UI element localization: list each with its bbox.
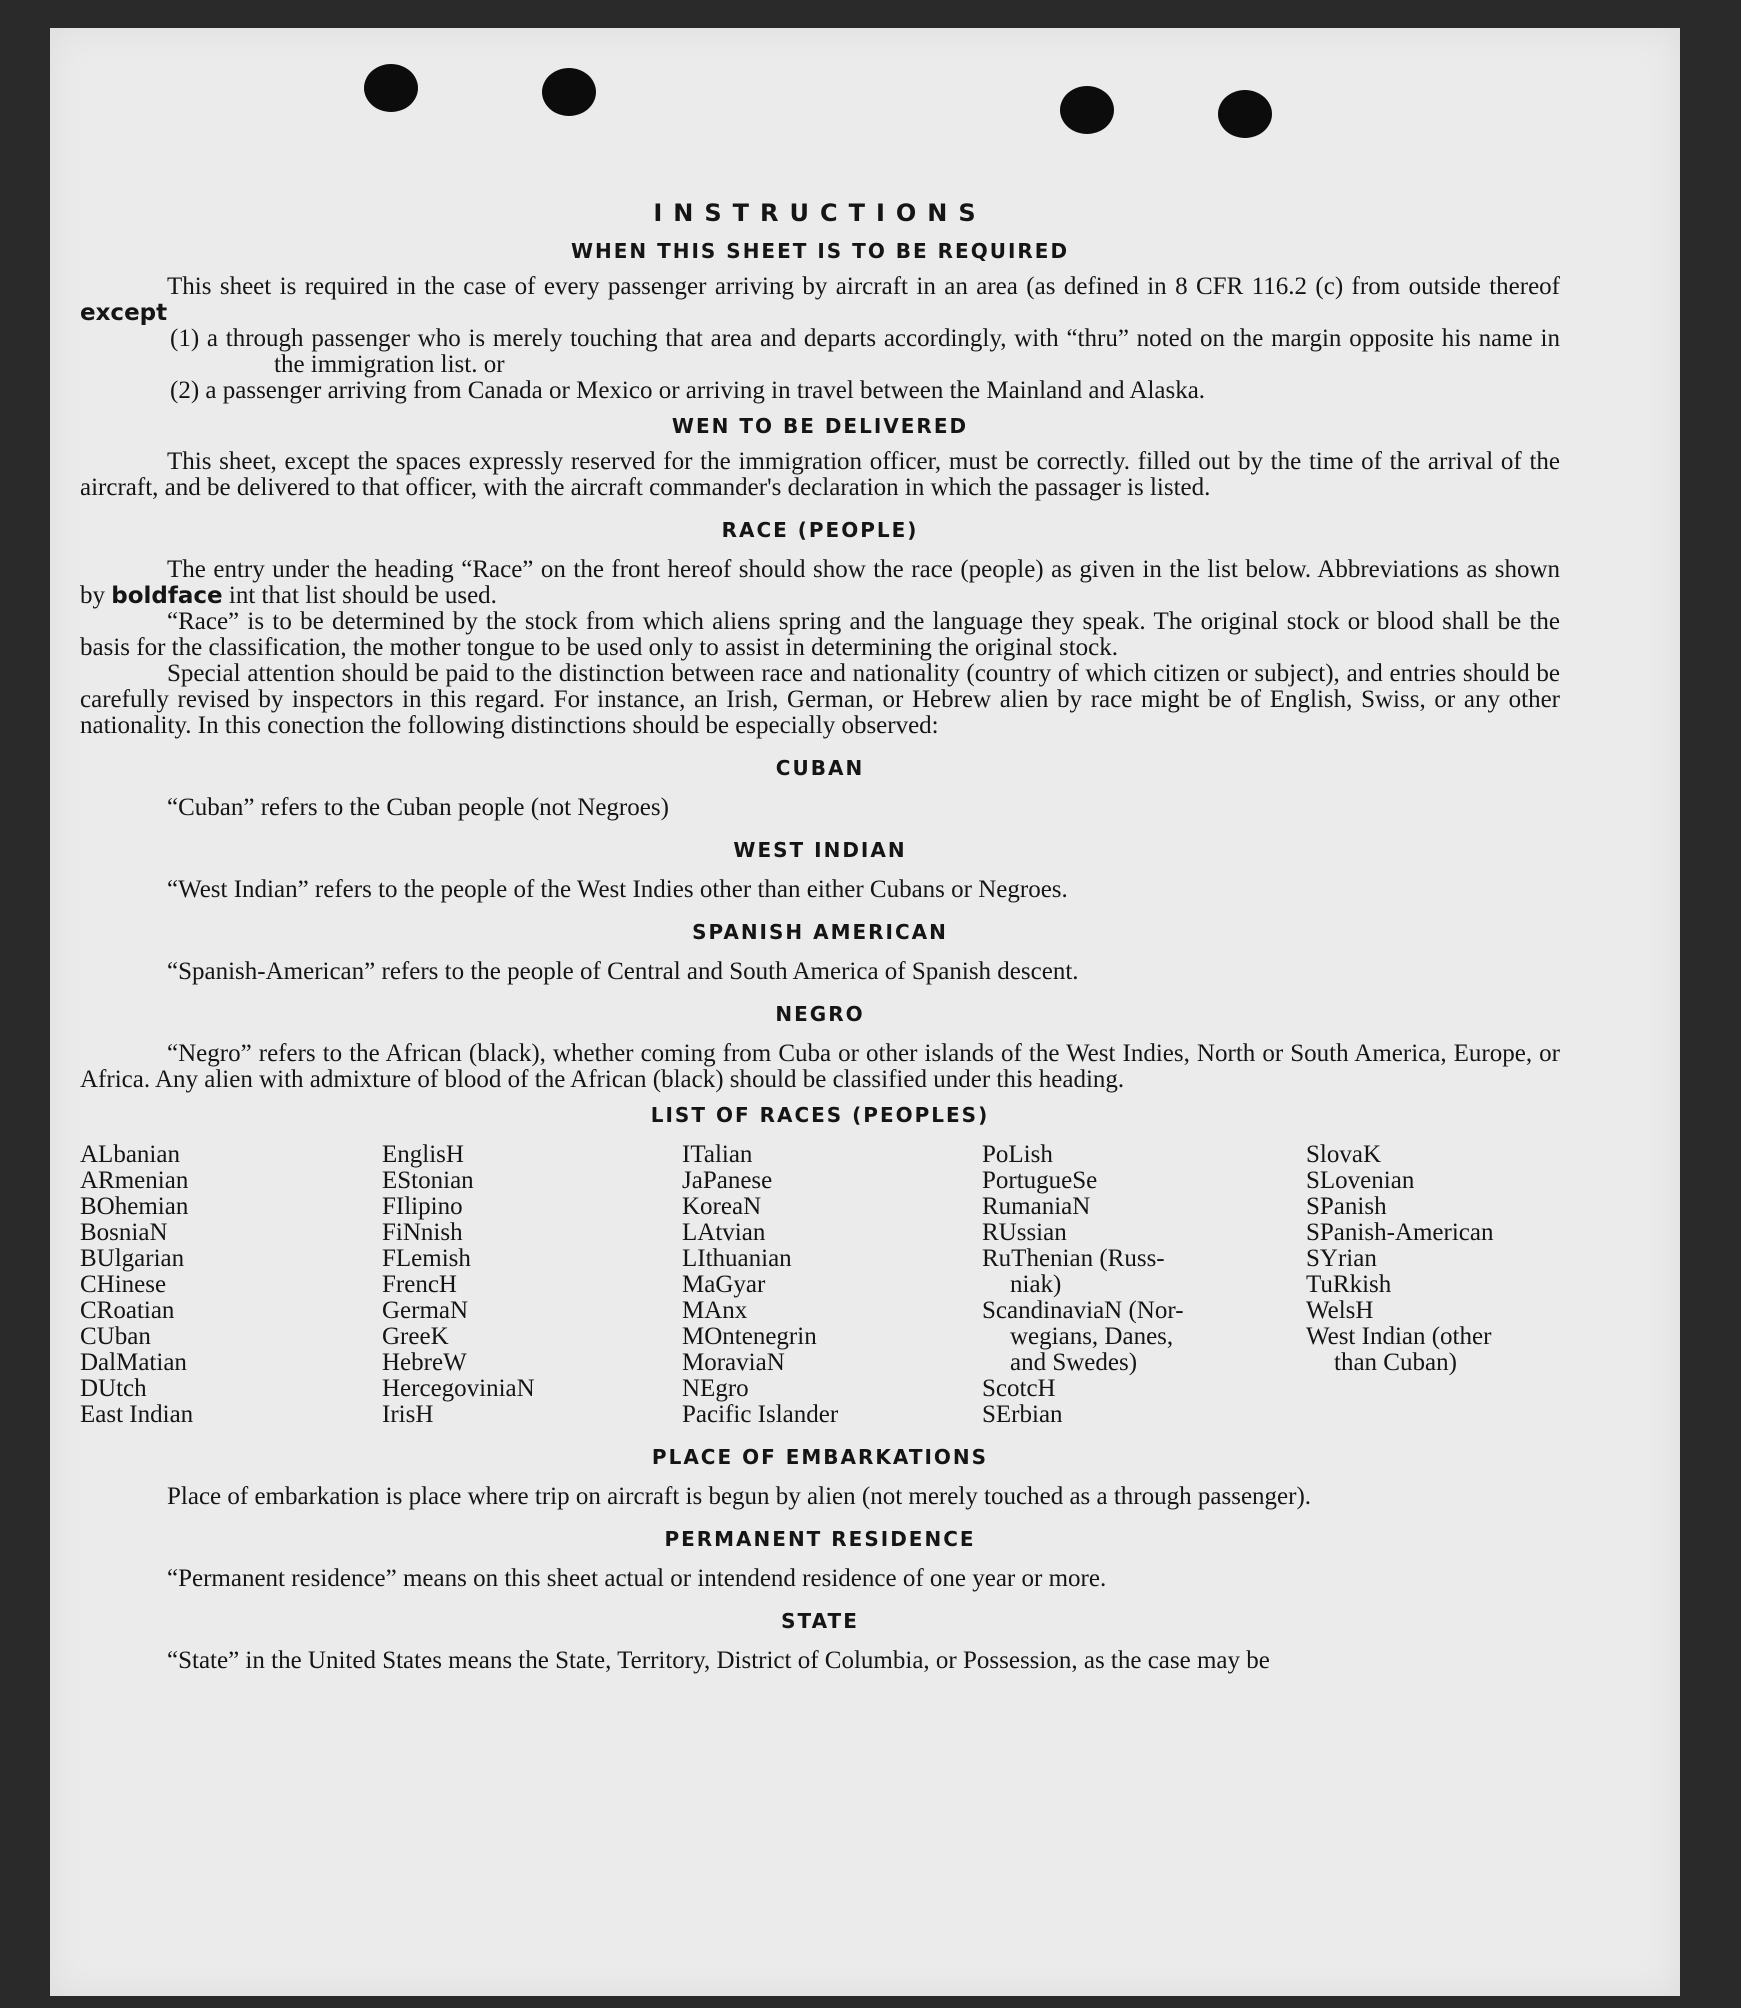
list-item: FLemish: [382, 1245, 471, 1272]
list-item: KoreaN: [682, 1193, 762, 1220]
list-item: FiNnish: [382, 1219, 463, 1246]
list-item: West Indian (other: [1306, 1323, 1492, 1350]
punch-hole: [542, 68, 596, 116]
list-item: RumaniaN: [982, 1193, 1091, 1220]
list-item: SErbian: [982, 1401, 1063, 1428]
list-item: SLovenian: [1306, 1167, 1415, 1194]
page-title: INSTRUCTIONS: [653, 199, 987, 227]
list-item: wegians, Danes,: [1010, 1323, 1174, 1350]
paragraph-spanish-american: “Spanish-American” refers to the people of Central and South America of Spanish descent.: [167, 958, 1079, 985]
races-column-1: [80, 1142, 382, 1428]
list-item: LAtvian: [682, 1219, 766, 1246]
document-body: [80, 168, 1560, 1674]
list-item: SlovaK: [1306, 1141, 1381, 1168]
list-item: MAnx: [682, 1297, 748, 1324]
boldface-bold: boldface: [111, 583, 223, 609]
races-column-3: [682, 1142, 982, 1428]
list-item: SPanish: [1306, 1193, 1387, 1220]
paragraph-race-1: [80, 557, 1560, 609]
paragraph-delivered: This sheet, except the spaces expressly reserved for the immigration officer, must be correctly. filled out by the time of the arrival of the aircraft, and be delivered to that officer, with the aircraft commander's declaration in which the passager is listed.: [80, 448, 1560, 501]
list-item: DUtch: [80, 1375, 147, 1402]
paragraph-race-3: Special attention should be paid to the distinction between race and nationality (country of which citizen or subject), and entries should be carefully revised by inspectors in this regard. For instance, an Irish, German, or Hebrew alien by race might be of English, Swiss, or any other nationality. In this conection the following distinctions should be especially observed:: [80, 660, 1560, 739]
race-p1-a: The entry under the heading “Race” on the front hereof should show the race (people) as given in the list below. Abbreviations as shown by: [80, 556, 1560, 609]
list-item: ALbanian: [80, 1141, 180, 1168]
list-item: East Indian: [80, 1401, 194, 1428]
races-column-2: [382, 1142, 682, 1428]
list-item: MoraviaN: [682, 1349, 785, 1376]
list-item: ScandinaviaN (Nor-: [982, 1297, 1184, 1324]
list-item: ARmenian: [80, 1167, 189, 1194]
paragraph-embarkation: Place of embarkation is place where trip on aircraft is begun by alien (not merely touched as a through passenger).: [167, 1483, 1312, 1510]
list-item: DalMatian: [80, 1349, 187, 1376]
paragraph-when-required: [80, 274, 1560, 326]
paragraph-race-2: “Race” is to be determined by the stock from which aliens spring and the language they speak. The original stock or blood shall be the basis for the classification, the mother tongue to be used only to assist in determining the original stock.: [80, 608, 1560, 661]
heading-negro: NEGRO: [775, 1002, 865, 1026]
heading-spanish-american: SPANISH AMERICAN: [692, 920, 948, 944]
paragraph-negro: “Negro” refers to the African (black), whether coming from Cuba or other islands of the West Indies, North or South America, Europe, or Africa. Any alien with admixture of blood of the African (black) should be classified under this heading.: [80, 1040, 1560, 1093]
list-item: CHinese: [80, 1271, 167, 1298]
heading-west-indian: WEST INDIAN: [733, 838, 907, 862]
when-required-intro: This sheet is required in the case of every passenger arriving by aircraft in an area (as defined in 8 CFR 116.2 (c) from outside thereof: [167, 273, 1560, 300]
list-item: GermaN: [382, 1297, 469, 1324]
list-item: CRoatian: [80, 1297, 175, 1324]
list-item: than Cuban): [1334, 1349, 1457, 1376]
list-item: BosniaN: [80, 1219, 168, 1246]
heading-cuban: CUBAN: [775, 756, 865, 780]
list-item: IrisH: [382, 1401, 434, 1428]
list-item: CUban: [80, 1323, 151, 1350]
heading-race: RACE (PEOPLE): [721, 518, 919, 542]
list-item: SYrian: [1306, 1245, 1377, 1272]
list-item: RUssian: [982, 1219, 1067, 1246]
list-item: MaGyar: [682, 1271, 766, 1298]
instruction-sheet: [50, 28, 1680, 1996]
list-item: (2) a passenger arriving from Canada or Mexico or arriving in travel between the Mainland and Alaska.: [170, 377, 1206, 404]
list-item: and Swedes): [1010, 1349, 1138, 1376]
paragraph-permanent-residence: “Permanent residence” means on this sheet actual or intendend residence of one year or more.: [167, 1565, 1107, 1592]
list-item: GreeK: [382, 1323, 449, 1350]
races-list: [80, 1142, 1560, 1428]
list-item: EnglisH: [382, 1141, 464, 1168]
list-item: RuThenian (Russ-: [982, 1245, 1165, 1272]
paragraph-west-indian: “West Indian” refers to the people of the West Indies other than either Cubans or Negroes.: [167, 876, 1068, 903]
heading-state: STATE: [781, 1609, 859, 1633]
races-column-5: [1306, 1142, 1560, 1428]
list-item: WelsH: [1306, 1297, 1374, 1324]
punch-hole: [1218, 90, 1272, 138]
list-item: niak): [1010, 1271, 1062, 1298]
heading-delivered: WEN TO BE DELIVERED: [671, 414, 969, 438]
races-column-4: [982, 1142, 1306, 1428]
list-item: (1) a through passenger who is merely touching that area and departs accordingly, with “thru” noted on the margin opposite his name in the immigration list. or: [170, 325, 1560, 378]
except-bold: except: [80, 300, 168, 326]
list-item: SPanish-American: [1306, 1219, 1494, 1246]
punch-hole: [364, 64, 418, 112]
list-item: PortugueSe: [982, 1167, 1098, 1194]
heading-embarkation: PLACE OF EMBARKATIONS: [651, 1445, 989, 1469]
race-p1-b: int that list should be used.: [228, 582, 497, 609]
list-item: ITalian: [682, 1141, 753, 1168]
list-item: HebreW: [382, 1349, 467, 1376]
list-item: JaPanese: [682, 1167, 773, 1194]
list-item: TuRkish: [1306, 1271, 1392, 1298]
heading-list-of-races: LIST OF RACES (PEOPLES): [650, 1103, 990, 1127]
punch-hole: [1060, 86, 1114, 134]
list-item: HercegoviniaN: [382, 1375, 535, 1402]
list-item: MOntenegrin: [682, 1323, 817, 1350]
list-item: NEgro: [682, 1375, 749, 1402]
list-item: PoLish: [982, 1141, 1053, 1168]
list-item: ScotcH: [982, 1375, 1056, 1402]
list-item: FrencH: [382, 1271, 457, 1298]
list-item: Pacific Islander: [682, 1401, 839, 1428]
heading-when-required: WHEN THIS SHEET IS TO BE REQUIRED: [570, 239, 1070, 263]
list-item: BOhemian: [80, 1193, 189, 1220]
paragraph-cuban: “Cuban” refers to the Cuban people (not Negroes): [167, 794, 669, 821]
list-item: BUlgarian: [80, 1245, 185, 1272]
paragraph-state: “State” in the United States means the State, Territory, District of Columbia, or Possession, as the case may be: [167, 1647, 1270, 1674]
list-item: FIlipino: [382, 1193, 463, 1220]
heading-permanent-residence: PERMANENT RESIDENCE: [664, 1527, 976, 1551]
list-item: EStonian: [382, 1167, 474, 1194]
list-item: LIthuanian: [682, 1245, 792, 1272]
